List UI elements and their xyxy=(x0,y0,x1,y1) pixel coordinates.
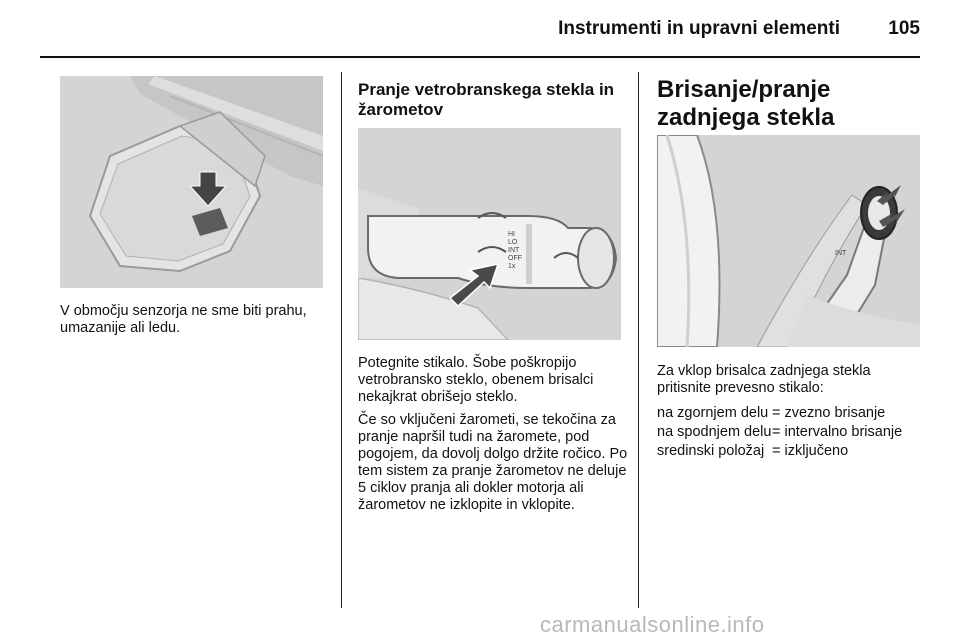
table-row xyxy=(657,424,922,440)
rear-wiper-table xyxy=(657,405,922,462)
column-divider-1 xyxy=(341,72,342,608)
wiper-stalk-figure xyxy=(358,128,621,340)
rear-switch-label: INT xyxy=(835,250,847,257)
stalk-label-int: INT xyxy=(508,247,520,254)
stalk-label-hi: HI xyxy=(508,231,515,238)
table-cell-effect: = intervalno brisanje xyxy=(772,424,903,440)
column-divider-2 xyxy=(638,72,639,608)
stalk-label-off: OFF xyxy=(508,255,522,262)
header-divider xyxy=(40,56,920,58)
table-cell-effect: = zvezno brisanje xyxy=(772,405,886,421)
table-row xyxy=(657,443,922,459)
table-cell-position: sredinski položaj xyxy=(657,443,765,459)
windshield-paragraph-1: Potegnite stikalo. Šobe poškropijo vetrobransko steklo, obenem brisalci nekajkrat obrišejo steklo. xyxy=(358,355,594,405)
rear-wiper-intro: Za vklop brisalca zadnjega stekla pritisnite prevesno stikalo: xyxy=(657,363,871,396)
stalk-label-lo: LO xyxy=(508,239,518,246)
section-heading-rear-wiper: Brisanje/pranje zadnjega stekla xyxy=(657,76,835,131)
sensor-note: V območju senzorja ne sme biti prahu, umazanije ali ledu. xyxy=(60,303,307,336)
rain-sensor-figure xyxy=(60,76,323,288)
table-cell-effect: = izključeno xyxy=(772,443,849,459)
table-cell-position: na spodnjem delu xyxy=(657,424,772,440)
section-heading-windshield-washing: Pranje vetrobranskega stekla in žarometov xyxy=(358,80,615,119)
windshield-paragraph-2: Če so vključeni žarometi, se tekočina za pranje napršil tudi na žaromete, pod pogojem, da dovolj dolgo držite ročico. Po tem sistem za pranje žarometov ne deluje 5 ciklov pranja ali dokler motorja ali žarometov ne izklopite in vklopite. xyxy=(358,412,628,513)
table-cell-position: na zgornjem delu xyxy=(657,405,769,421)
page-number: 105 xyxy=(888,18,920,39)
rear-wiper-switch-figure xyxy=(657,135,920,347)
watermark: carmanualsonline.info xyxy=(540,612,765,637)
page-header-title: Instrumenti in upravni elementi xyxy=(558,18,840,39)
stalk-label-1x: 1x xyxy=(508,263,516,270)
table-row xyxy=(657,405,922,421)
